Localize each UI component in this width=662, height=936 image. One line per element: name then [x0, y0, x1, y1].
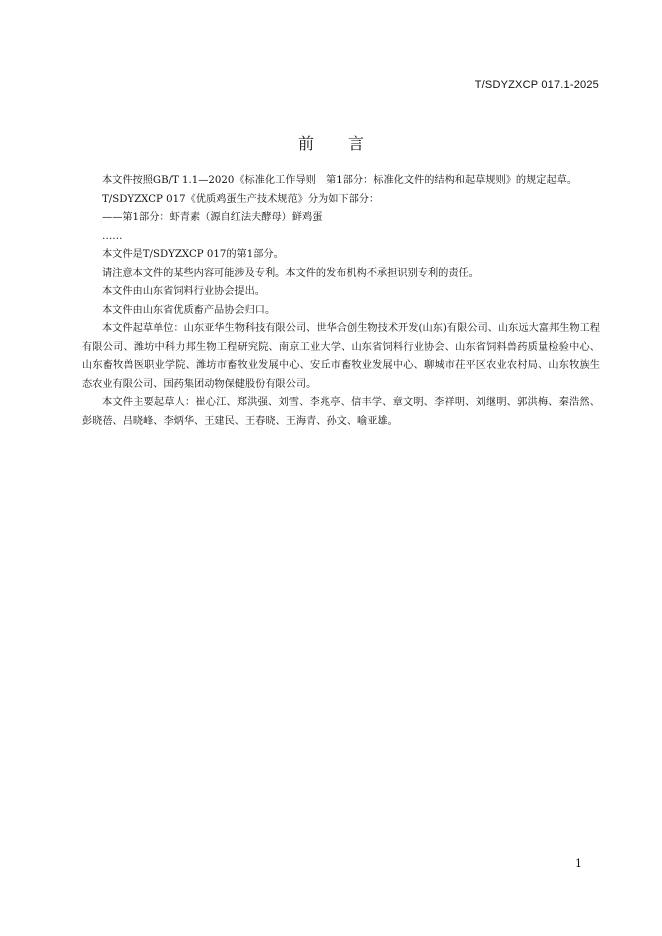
paragraph-proposer: 本文件由山东省饲料行业协会提出。	[102, 286, 265, 297]
page-number: 1	[575, 857, 582, 870]
paragraph-part-1: ——第1部分：虾青素（源自红法夫酵母）鲜鸡蛋	[102, 212, 323, 223]
paragraph-drafters: 本文件主要起草人：崔心江、郑洪强、刘雪、李兆亭、信丰学、章文明、李祥明、刘继明、郭洪梅、秦浩然、彭晓蓓、吕晓峰、李炳华、王建民、王春晓、王海青、孙文、喻亚雄。	[82, 397, 600, 427]
paragraph-ellipsis: ……	[102, 230, 123, 242]
paragraph-drafting-rules: 本文件按照GB/T 1.1—2020《标准化工作导则 第1部分：标准化文件的结构和起草规则》的规定起草。	[102, 175, 578, 186]
foreword-body	[82, 172, 600, 431]
document-code: T/SDYZXCP 017.1-2025	[474, 79, 599, 91]
paragraph-patent-notice: 请注意本文件的某些内容可能涉及专利。本文件的发布机构不承担识别专利的责任。	[102, 267, 479, 279]
paragraph-administrator: 本文件由山东省优质畜产品协会归口。	[102, 304, 276, 316]
page-title: 前言	[297, 134, 398, 153]
paragraph-drafting-units: 本文件起草单位：山东亚华生物科技有限公司、世华合创生物技术开发(山东)有限公司、山东远大富邦生物工程有限公司、潍坊中科力邦生物工程研究院、南京工业大学、山东省饲料行业协会、山东省饲料兽药质量检验中心、山东畜牧兽医职业学院、潍坊市畜牧业发展中心、安丘市畜牧业发展中心、聊城市茌平区农业农村局、山东牧族生态农业有限公司、国药集团动物保健股份有限公司。	[82, 323, 600, 390]
paragraph-series-intro: T/SDYZXCP 017《优质鸡蛋生产技术规范》分为如下部分：	[102, 193, 380, 205]
paragraph-part-statement: 本文件是T/SDYZXCP 017的第1部分。	[102, 249, 284, 260]
